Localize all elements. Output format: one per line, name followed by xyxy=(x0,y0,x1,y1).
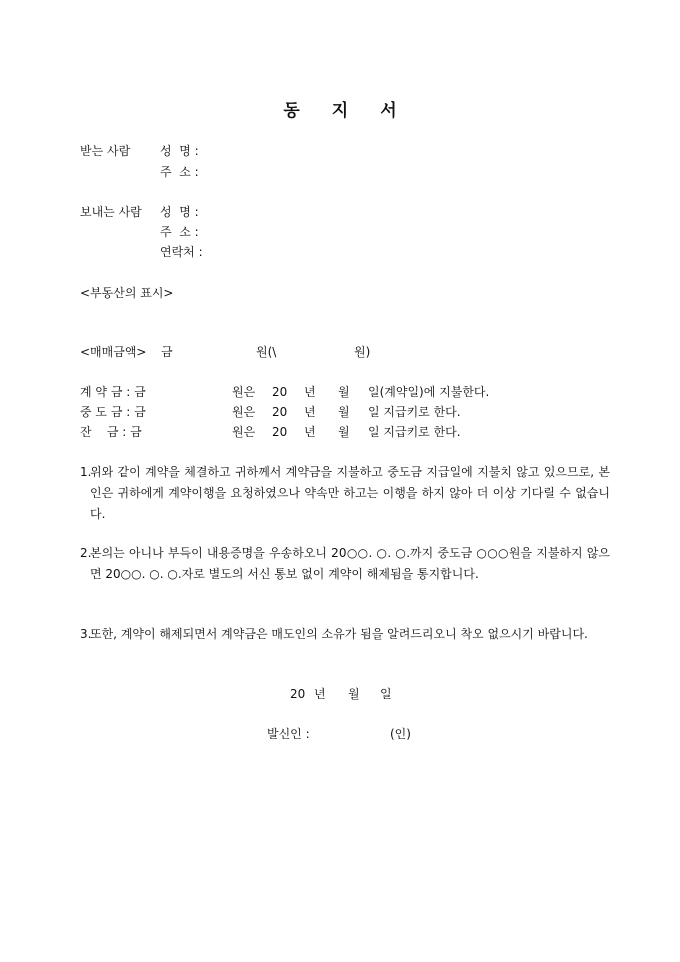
payment-tail: 일 지급키로 한다. xyxy=(368,405,461,419)
payment-won: 원은 xyxy=(232,405,256,419)
payment-label: 중 도 금 : 금 xyxy=(80,405,146,419)
payment-wol: 월 xyxy=(338,405,350,419)
seal-mark: (인) xyxy=(390,727,411,741)
payment-tail: 일(계약일)에 지불한다. xyxy=(368,385,490,399)
paragraph-1 xyxy=(80,462,610,525)
document-title xyxy=(0,96,680,121)
payment-label: 잔 금 : 금 xyxy=(80,425,142,439)
price-prefix: 금 xyxy=(161,345,173,359)
paragraph-number: 2. xyxy=(80,546,92,560)
paragraph-3 xyxy=(80,624,610,645)
paragraph-number: 1. xyxy=(80,465,92,479)
title-char: 서 xyxy=(380,101,397,121)
payment-wol: 월 xyxy=(338,385,350,399)
payment-label: 계 약 금 : 금 xyxy=(80,385,146,399)
property-heading: <부동산의 표시> xyxy=(80,286,174,300)
payment-wol: 월 xyxy=(338,425,350,439)
sender-signature-label: 발신인 : xyxy=(267,727,310,741)
payment-nyeon: 년 xyxy=(304,385,316,399)
payment-won: 원은 xyxy=(232,425,256,439)
sender-address-label: 주 소 : xyxy=(160,225,199,239)
price-won-close: 원) xyxy=(354,345,371,359)
price-label: <매매금액> xyxy=(80,345,147,359)
paragraph-text: 본의는 아니나 부득이 내용증명을 우송하오니 20○○. ○. ○.까지 중도금 ○○○원을 지불하지 않으면 20○○. ○. ○.자로 별도의 서신 통보 없이 계약이 해제됨을 통지합니다. xyxy=(90,546,610,581)
price-won-open: 원(\ xyxy=(256,345,277,359)
payment-nyeon: 년 xyxy=(304,405,316,419)
date-wol: 월 xyxy=(348,687,360,701)
paragraph-2 xyxy=(80,543,610,585)
payment-nyeon: 년 xyxy=(304,425,316,439)
payment-year: 20 xyxy=(272,405,288,419)
paragraph-number: 3. xyxy=(80,627,92,641)
date-year: 20 xyxy=(290,687,306,701)
recipient-label: 받는 사람 xyxy=(80,144,131,158)
recipient-name-label: 성 명 : xyxy=(160,144,199,158)
payment-year: 20 xyxy=(272,425,288,439)
paragraph-text: 또한, 계약이 해제되면서 계약금은 매도인의 소유가 됨을 알려드리오니 착오 없으시기 바랍니다. xyxy=(90,627,588,641)
payment-won: 원은 xyxy=(232,385,256,399)
sender-contact-label: 연락처 : xyxy=(160,245,203,259)
recipient-address-label: 주 소 : xyxy=(160,165,199,179)
payment-year: 20 xyxy=(272,385,288,399)
sender-label: 보내는 사람 xyxy=(80,205,142,219)
title-char: 동 xyxy=(283,101,300,121)
date-nyeon: 년 xyxy=(314,687,326,701)
paragraph-text: 위와 같이 계약을 체결하고 귀하께서 계약금을 지불하고 중도금 지급일에 지불치 않고 있으므로, 본인은 귀하에게 계약이행을 요청하였으나 약속만 하고는 이행을 하지 않아 더 이상 기다릴 수 없습니다. xyxy=(90,465,610,521)
payment-tail: 일 지급키로 한다. xyxy=(368,425,461,439)
date-il: 일 xyxy=(380,687,392,701)
title-char: 지 xyxy=(331,101,349,121)
sender-name-label: 성 명 : xyxy=(160,205,199,219)
